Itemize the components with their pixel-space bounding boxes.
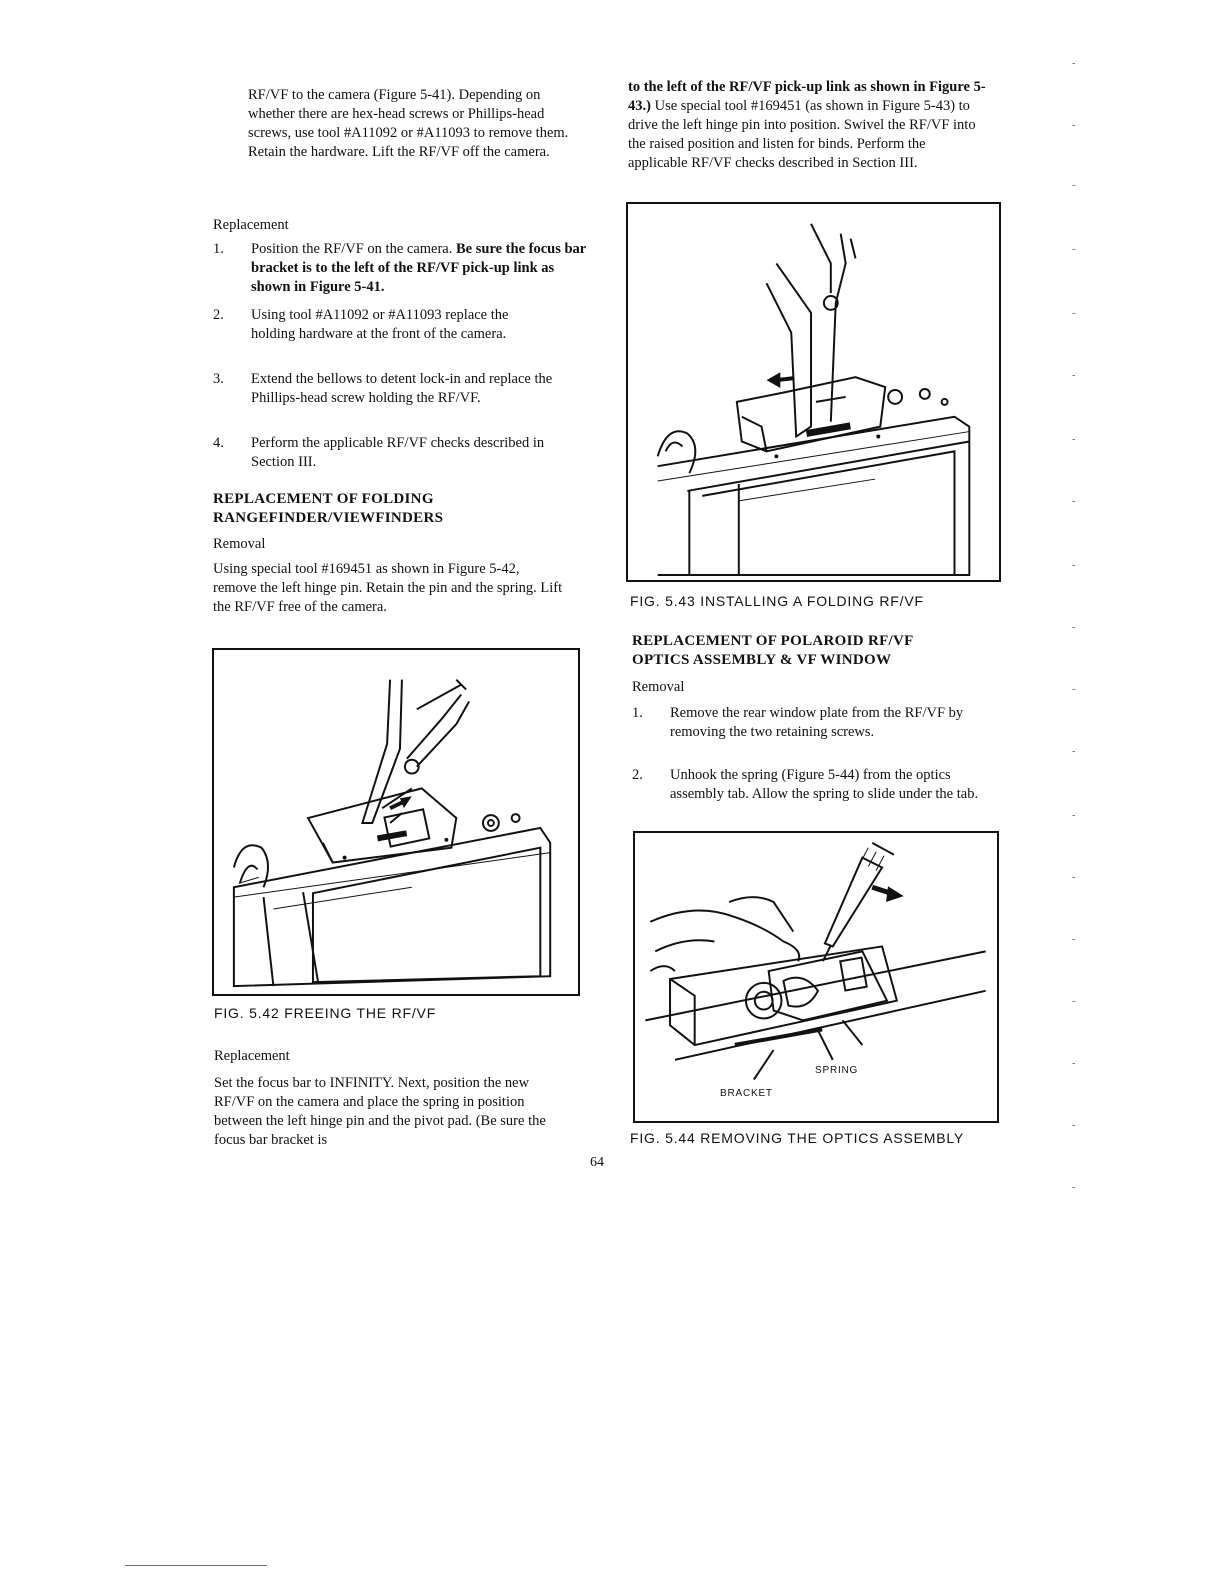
removing-optics-assembly-drawing xyxy=(635,833,997,1121)
right-section-heading-line1: REPLACEMENT OF POLAROID RF/VF xyxy=(632,633,914,649)
step-text: Position the RF/VF on the camera. Be sure the focus bar bracket is to the left of the RF/VF pick-up link as shown in Figure 5-41. xyxy=(251,241,586,295)
right-intro-paragraph: to the left of the RF/VF pick-up link as shown in Figure 5-43.) Use special tool #169451 (as shown in Figure 5-43) to drive the left hinge pin into position. Swivel the RF/VF into the raised position and listen for binds. Perform the applicable RF/VF checks described in Section III. xyxy=(628,79,986,171)
step-number: 1. xyxy=(632,705,643,721)
step-text: Using tool #A11092 or #A11093 replace the holding hardware at the front of the camera. xyxy=(251,307,509,342)
margin-mark: - xyxy=(1072,934,1076,945)
freeing-rfvf-drawing xyxy=(214,650,578,994)
left-intro-paragraph: RF/VF to the camera (Figure 5-41). Depending on whether there are hex-head screws or Phillips-head screws, use tool #A11092 or #A11093 to remove them. Retain the hardware. Lift the RF/VF off the camera. xyxy=(248,87,569,160)
margin-mark: - xyxy=(1072,58,1076,69)
figure-5-44-caption: FIG. 5.44 REMOVING THE OPTICS ASSEMBLY xyxy=(630,1130,965,1146)
figure-5-43-illustration xyxy=(626,202,1001,582)
figure-5-42-caption: FIG. 5.42 FREEING THE RF/VF xyxy=(214,1005,437,1021)
margin-mark: - xyxy=(1072,370,1076,381)
margin-mark: - xyxy=(1072,1120,1076,1131)
margin-mark: - xyxy=(1072,434,1076,445)
figure-5-43-caption: FIG. 5.43 INSTALLING A FOLDING RF/VF xyxy=(630,593,924,609)
step-text: Unhook the spring (Figure 5-44) from the optics assembly tab. Allow the spring to slide under the tab. xyxy=(670,767,979,802)
margin-mark: - xyxy=(1072,996,1076,1007)
spring-label: SPRING xyxy=(815,1065,859,1076)
margin-mark: - xyxy=(1072,244,1076,255)
step-number: 3. xyxy=(213,371,224,387)
figure-5-44-illustration xyxy=(633,831,999,1123)
margin-mark: - xyxy=(1072,308,1076,319)
margin-mark: - xyxy=(1072,746,1076,757)
left-removal-paragraph: Using special tool #169451 as shown in Figure 5-42, remove the left hinge pin. Retain the pin and the spring. Lift the RF/VF free of the camera. xyxy=(213,561,563,615)
left-step-2 xyxy=(213,306,593,364)
step-number: 4. xyxy=(213,435,224,451)
margin-mark: - xyxy=(1072,496,1076,507)
step-text: Extend the bellows to detent lock-in and replace the Phillips-head screw holding the RF/VF. xyxy=(251,371,553,406)
margin-mark: - xyxy=(1072,560,1076,571)
margin-mark: - xyxy=(1072,1182,1076,1193)
margin-mark: - xyxy=(1072,872,1076,883)
margin-mark: - xyxy=(1072,810,1076,821)
figure-5-42-illustration xyxy=(212,648,580,996)
margin-mark: - xyxy=(1072,120,1076,131)
left-step-4 xyxy=(213,434,593,474)
left-replacement2-paragraph: Set the focus bar to INFINITY. Next, position the new RF/VF on the camera and place the spring in position between the left hinge pin and the pivot pad. (Be sure the focus bar bracket is xyxy=(214,1075,546,1148)
page-number: 64 xyxy=(590,1155,604,1170)
step-text: Remove the rear window plate from the RF/VF by removing the two retaining screws. xyxy=(670,705,964,740)
step-number: 2. xyxy=(632,767,643,783)
right-step-1 xyxy=(632,704,992,762)
left-section-heading-line1: REPLACEMENT OF FOLDING xyxy=(213,491,434,507)
margin-mark: - xyxy=(1072,180,1076,191)
step-number: 1. xyxy=(213,241,224,257)
left-step-3 xyxy=(213,370,593,428)
bracket-label: BRACKET xyxy=(720,1088,773,1099)
right-removal-heading: Removal xyxy=(632,679,685,695)
margin-mark: - xyxy=(1072,1058,1076,1069)
left-step-1 xyxy=(213,240,593,300)
step-text: Perform the applicable RF/VF checks described in Section III. xyxy=(251,435,545,470)
step-number: 2. xyxy=(213,307,224,323)
installing-folding-rfvf-drawing xyxy=(628,204,999,580)
right-step-2 xyxy=(632,766,992,824)
margin-mark: - xyxy=(1072,622,1076,633)
right-section-heading-line2: OPTICS ASSEMBLY & VF WINDOW xyxy=(632,652,892,668)
footer-rule xyxy=(125,1565,267,1566)
left-replacement2-heading: Replacement xyxy=(214,1048,290,1064)
left-removal-heading: Removal xyxy=(213,536,266,552)
left-section-heading-line2: RANGEFINDER/VIEWFINDERS xyxy=(213,510,444,526)
margin-mark: - xyxy=(1072,684,1076,695)
left-replacement-heading: Replacement xyxy=(213,217,289,233)
